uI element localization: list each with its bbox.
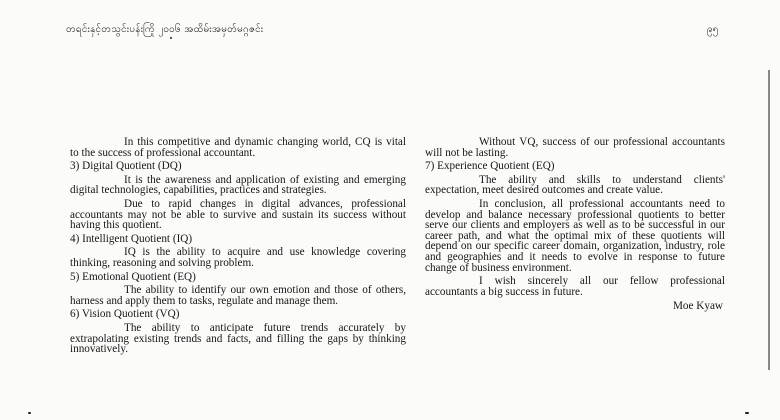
- closing-wish-paragraph: I wish sincerely all our fellow professional accountants a big success in future.: [425, 275, 725, 298]
- eq-paragraph: The ability to identify our own emotion and those of others, harness and apply them to tasks, regulate and manage them.: [70, 284, 406, 307]
- author-signature: Moe Kyaw: [672, 300, 723, 313]
- dq-paragraph-1: It is the awareness and application of existing and emerging digital technologies, capabilities, practices and strategies.: [70, 173, 406, 197]
- left-column: [70, 137, 406, 358]
- scan-speck: [170, 37, 172, 39]
- page-number: ၉၅: [707, 24, 719, 35]
- vq-paragraph: The ability to anticipate future trends accurately by extrapolating existing trends and facts, and filling the gaps by thinking innovatively.: [70, 321, 406, 356]
- section-heading-experience-quotient: 7) Experience Quotient (EQ): [425, 160, 555, 173]
- running-header: တရင်းနှင့်တသွင်းပန်းကြို ၂၀၀၆ အထိမ်းအမှတ်မဂ္ဂဇင်း: [66, 24, 264, 35]
- scan-speck: [28, 412, 31, 414]
- dq-paragraph-2: Due to rapid changes in digital advances, professional accountants may not be able to survive and sustain its success without having this quotient.: [70, 197, 406, 232]
- section-heading-vq: 6) Vision Quotient (VQ): [70, 308, 180, 321]
- vq-continued-paragraph: Without VQ, success of our professional accountants will not be lasting.: [425, 136, 725, 159]
- section-heading-dq: 3) Digital Quotient (DQ): [70, 160, 182, 173]
- intro-paragraph: In this competitive and dynamic changing world, CQ is vital to the success of professional accountant.: [70, 136, 406, 159]
- experience-quotient-paragraph: The ability and skills to understand clients' expectation, meet desired outcomes and create value.: [425, 173, 725, 197]
- iq-paragraph: IQ is the ability to acquire and use knowledge covering thinking, reasoning and solving problem.: [70, 246, 406, 269]
- scan-speck: [745, 412, 749, 414]
- conclusion-paragraph: In conclusion, all professional accountants need to develop and balance necessary professional quotients to better serve our clients and employers as well as to be successful in our career path, and what the optimal mix of these quotients will depend on our specific career domain, organization, industry, role and geographies and it needs to evolve in response to future change of business environment.: [425, 197, 725, 274]
- section-heading-eq: 5) Emotional Quotient (EQ): [70, 270, 196, 283]
- section-heading-iq: 4) Intelligent Quotient (IQ): [70, 232, 193, 245]
- right-column: [425, 137, 725, 312]
- scan-edge-shadow: [768, 70, 770, 370]
